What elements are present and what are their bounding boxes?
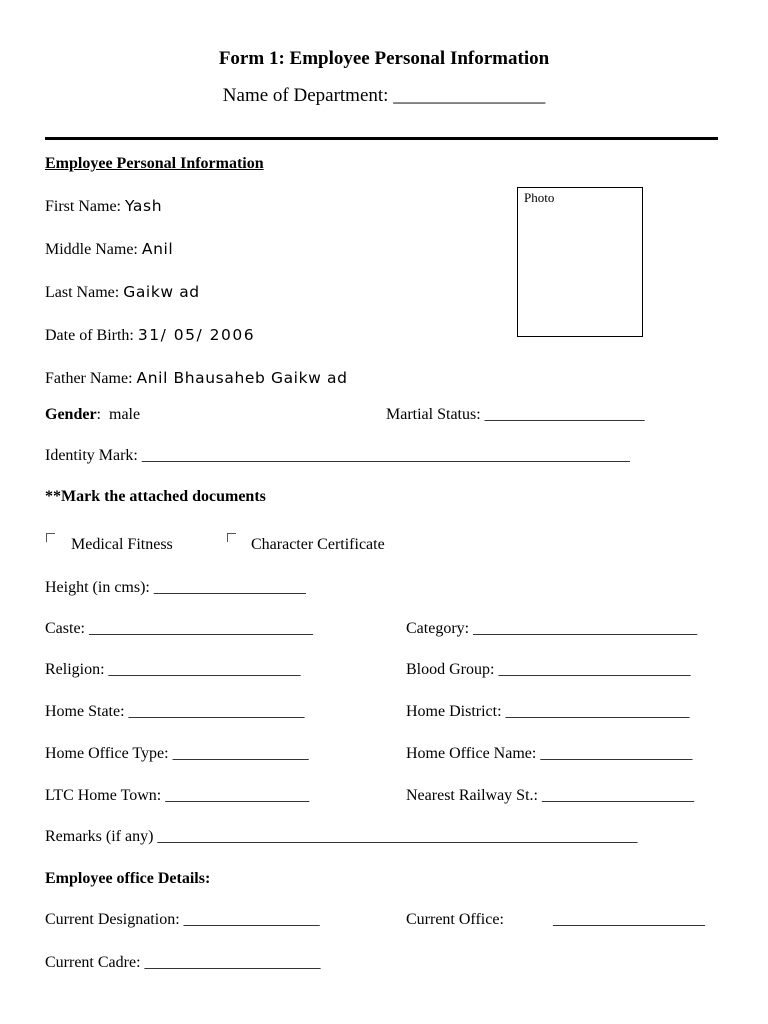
home-office-name-field: Home Office Name: ___________________ xyxy=(406,745,693,762)
last-name-label: Last Name: xyxy=(45,284,120,301)
photo-label: Photo xyxy=(524,190,555,205)
marital-status-field: Martial Status: ____________________ xyxy=(386,406,645,423)
nearest-railway-field: Nearest Railway St.: ___________________ xyxy=(406,787,694,804)
gender-label: Gender xyxy=(45,406,97,423)
father-name-field xyxy=(45,371,348,387)
current-office-label: Current Office: xyxy=(406,911,504,928)
character-certificate-checkbox[interactable] xyxy=(227,533,236,542)
height-field: Height (in cms): ___________________ xyxy=(45,579,306,596)
form-title: Form 1: Employee Personal Information xyxy=(218,48,550,69)
remarks-field: Remarks (if any) ____________________________________________________________ xyxy=(45,828,638,845)
first-name-value: Yash xyxy=(125,197,163,215)
blood-group-field: Blood Group: ________________________ xyxy=(406,661,691,678)
dob-value: 31/ 05/ 2006 xyxy=(137,326,256,344)
middle-name-value: Anil xyxy=(141,240,174,258)
documents-heading: **Mark the attached documents xyxy=(45,488,266,505)
first-name-field xyxy=(45,199,162,215)
gender-field xyxy=(45,407,140,423)
dob-label: Date of Birth: xyxy=(45,327,134,344)
identity-mark-field: Identity Mark: _____________________________________________________________ xyxy=(45,447,630,464)
department-line: Name of Department: ________________ xyxy=(222,85,546,106)
ltc-home-town-field: LTC Home Town: __________________ xyxy=(45,787,310,804)
home-office-type-field: Home Office Type: _________________ xyxy=(45,745,309,762)
current-cadre-field: Current Cadre: ______________________ xyxy=(45,954,321,971)
father-name-label: Father Name: xyxy=(45,370,133,387)
office-details-heading: Employee office Details: xyxy=(45,870,211,887)
father-name-value: Anil Bhausaheb Gaikw ad xyxy=(136,369,348,387)
home-district-field: Home District: _______________________ xyxy=(406,703,690,720)
header-divider xyxy=(45,137,718,140)
current-designation-field: Current Designation: _________________ xyxy=(45,911,320,928)
photo-box xyxy=(517,187,643,337)
medical-fitness-checkbox[interactable] xyxy=(46,533,55,542)
middle-name-field xyxy=(45,242,173,258)
gender-value: male xyxy=(109,406,141,423)
religion-field: Religion: ________________________ xyxy=(45,661,301,678)
character-certificate-label: Character Certificate xyxy=(251,536,385,553)
personal-info-heading: Employee Personal Information xyxy=(45,155,264,172)
medical-fitness-label: Medical Fitness xyxy=(71,536,173,553)
gender-colon: : xyxy=(96,406,101,423)
home-state-field: Home State: ______________________ xyxy=(45,703,305,720)
dob-field xyxy=(45,328,255,344)
caste-field: Caste: ____________________________ xyxy=(45,620,313,637)
category-field: Category: ____________________________ xyxy=(406,620,698,637)
first-name-label: First Name: xyxy=(45,198,121,215)
current-office-line: ___________________ xyxy=(553,911,705,928)
middle-name-label: Middle Name: xyxy=(45,241,138,258)
last-name-value: Gaikw ad xyxy=(123,283,200,301)
last-name-field xyxy=(45,285,200,301)
